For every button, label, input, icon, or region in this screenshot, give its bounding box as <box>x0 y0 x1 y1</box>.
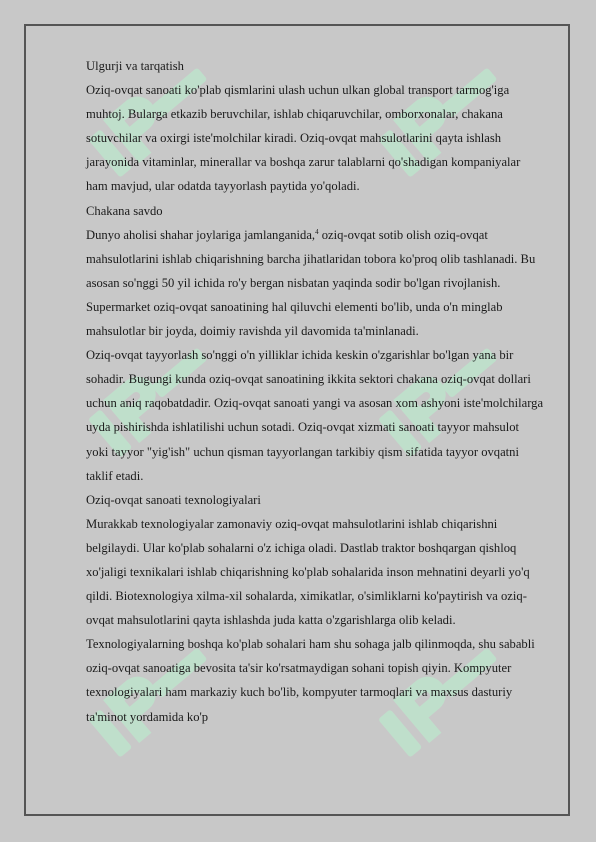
section-heading-technologies: Oziq-ovqat sanoati texnologiyalari <box>86 492 261 507</box>
paragraph-retail-end: oziq-ovqat sotib olish oziq-ovqat mahsulotlarini ishlab chiqarishning barcha jihatlaridan tobora ko'proq olib tashlanadi. Bu asosan so'nggi 50 yil ichida ro'y bergan nisbatan yaqinda sodir bo'lgan rivojlanish. Supermarket oziq-ovqat sanoatining hal qiluvchi elementi bo'lib, unda o'n minglab mahsulotlar bir joyda, doimiy ravishda yil davomida ta'minlanadi. <box>86 227 536 339</box>
section-heading-wholesale: Ulgurji va tarqatish <box>86 59 184 73</box>
footnote-marker[interactable]: 4 <box>315 227 319 236</box>
paragraph-retail <box>86 223 544 343</box>
paragraph-food-preparation: Oziq-ovqat tayyorlash so'nggi o'n yilliklar ichida keskin o'zgarishlar bo'lgan yana bir sohadir. Bugungi kunda oziq-ovqat sanoatining ikkita sektori chakana oziq-ovqat dollari uchun aniq raqobatdadir. Oziq-ovqat sanoati yangi va asosan xom ashyoni iste'molchilarga uyda pishirishda ishlatilishi uchun sotadi. Oziq-ovqat xizmati sanoati tayyor mahsulot yoki tayyor "yig'ish" uchun qisman tayyorlangan tarkibiy qism sifatida tayyor ovqatni taklif etadi. <box>86 348 544 483</box>
paragraph-wholesale: Oziq-ovqat sanoati ko'plab qismlarini ulash uchun ulkan global transport tarmog'iga muhtoj. Bularga etkazib beruvchilar, ishlab chiqaruvchilar, omborxonalar, chakana sotuvchilar va oxirgi iste'molchilar kiradi. Oziq-ovqat mahsulotlarini qayta ishlash jarayonida vitaminlar, minerallar va boshqa zarur talablarni qo'shadigan kompaniyalar ham mavjud, ular odatda tayyorlash paytida yo'qoladi. <box>86 83 521 194</box>
paragraph-retail-start: Dunyo aholisi shahar joylariga jamlanganida, <box>86 227 316 242</box>
section-heading-retail: Chakana savdo <box>86 203 163 218</box>
document-body <box>86 54 544 729</box>
paragraph-technologies: Murakkab texnologiyalar zamonaviy oziq-ovqat mahsulotlarini ishlab chiqarishni belgilaydi. Ular ko'plab sohalarni o'z ichiga oladi. Dastlab traktor boshqargan qishloq xo'jaligi texnikalari ishlab chiqarishning ko'plab sohalarida inson mehnatini deyarli yo'q qildi. Biotexnologiya xilma-xil sohalarda, ximikatlar, o'simliklarni ko'paytirish va oziq-ovqat mahsulotlarini qayta ishlashda juda katta o'zgarishlarga olib keladi. Texnologiyalarning boshqa ko'plab sohalari ham shu sohaga jalb qilinmoqda, shu sababli oziq-ovqat sanoatiga bevosita ta'sir ko'rsatmaydigan sohani topish qiyin. Kompyuter texnologiyalari ham markaziy kuch bo'lib, kompyuter tarmoqlari va maxsus dasturiy ta'minot yordamida ko'p <box>86 516 535 724</box>
